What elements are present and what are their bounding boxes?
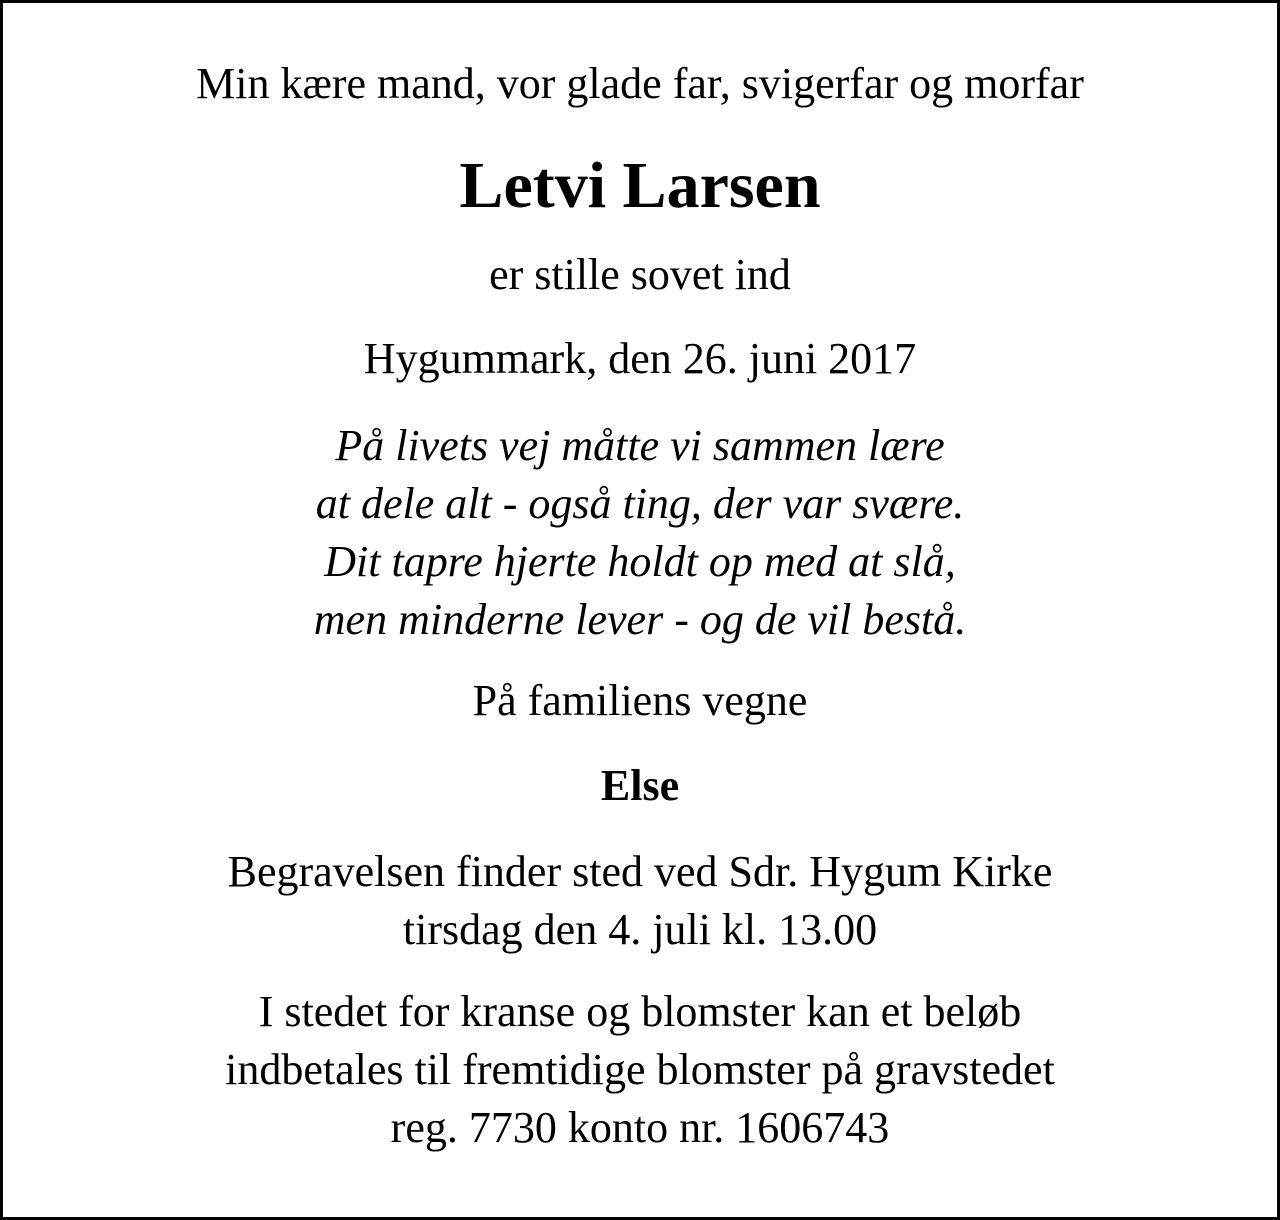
signer-name: Else [600, 761, 680, 810]
verse-line: På livets vej måtte vi sammen lære [335, 421, 945, 470]
donation-details [3, 983, 1277, 1157]
funeral-location: Begravelsen finder sted ved Sdr. Hygum Kirke [227, 847, 1053, 896]
intro-line: Min kære mand, vor glade far, svigerfar og morfar [196, 59, 1084, 108]
donation-line: indbetales til fremtidige blomster på gravstedet [225, 1045, 1055, 1094]
verse-line: Dit tapre hjerte holdt op med at slå, [324, 537, 956, 586]
donation-line: I stedet for kranse og blomster kan et beløb [258, 987, 1022, 1036]
funeral-time: tirsdag den 4. juli kl. 13.00 [402, 905, 878, 954]
memorial-verse [3, 417, 1277, 649]
deceased-name: Letvi Larsen [459, 149, 821, 222]
verse-line: men minderne lever - og de vil bestå. [313, 595, 967, 644]
bank-account-details: reg. 7730 konto nr. 1606743 [390, 1103, 890, 1152]
funeral-details [3, 843, 1277, 959]
passing-statement: er stille sovet ind [489, 250, 791, 299]
place-and-date: Hygummark, den 26. juni 2017 [363, 334, 917, 383]
family-behalf-line: På familiens vegne [472, 676, 808, 725]
verse-line: at dele alt - også ting, der var svære. [315, 479, 965, 528]
